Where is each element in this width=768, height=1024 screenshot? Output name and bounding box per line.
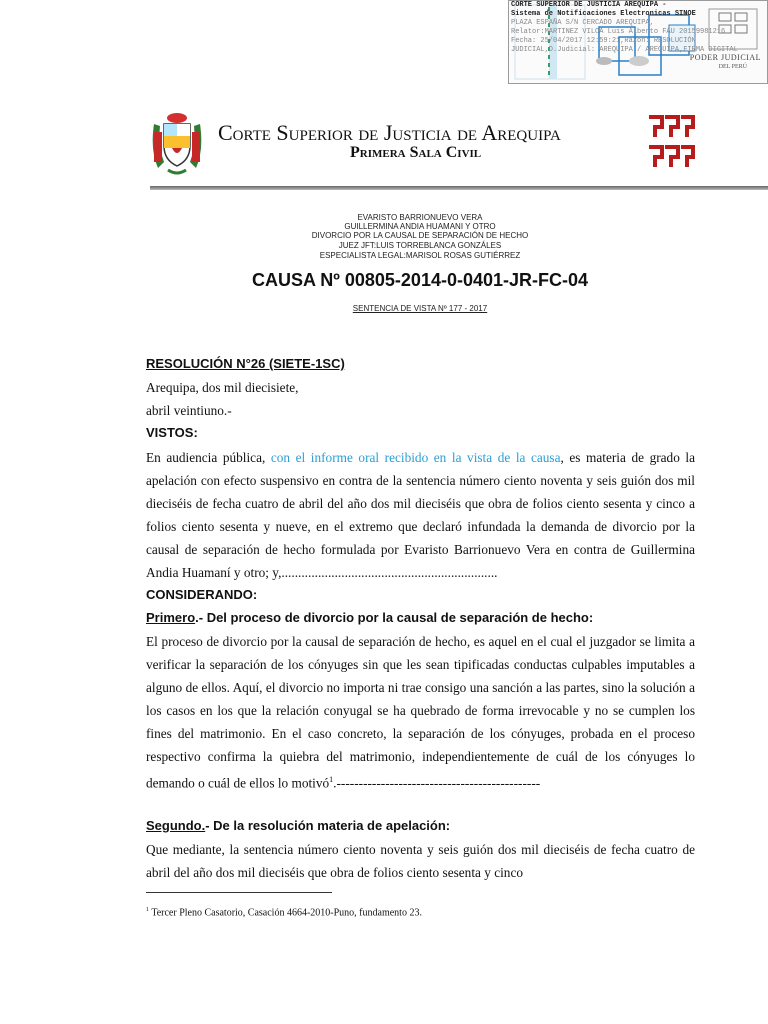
footnote-divider [146, 892, 332, 893]
stamp-line: Relator:MARTINEZ VILCA Luis Alberto FAU 20159981216 [511, 28, 726, 36]
segundo-heading [146, 818, 450, 833]
vistos-text-rest: , es materia de grado la apelación con efecto suspensivo en contra de la sentencia número ciento noventa y seis guión dos mil dieciséis de fecha cuatro de abril del año dos mil dieciséis que obra de folios ciento sesenta y cinco a folios ciento sesenta y nueve, en el extremo que declaró infundada la demanda de divorcio por la causal de separación de hecho formulada por Evaristo Barrionuevo Vera en contra de Guillermina Andia Huamaní y otro; y,................................................................. [146, 450, 695, 580]
primero-text: El proceso de divorcio por la causal de separación de hecho, es aquel en el cual el juzgador se limita a verificar la separación de los cónyuges sin que les sean tipificadas conductas culpables imputables a alguno de ellos. Aquí, el divorcio no importa ni trae consigo una sanción a las partes, sino la solución a los casos en los que la relación conyugal se ha quebrado de forma irrevocable y no se cumplen los fines del matrimonio. En el caso concreto, la separación de los cónyuges, probada en el proceso respectivo confirma la quiebra del matrimonio, independientemente de cuál de los cónyuges lo demando o cuál de ellos lo motivó [146, 634, 695, 791]
poder-judicial-logo-icon [646, 114, 696, 172]
stamp-line: Sistema de Notificaciones Electronicas SINOE [511, 10, 696, 18]
considerando-heading: CONSIDERANDO: [146, 587, 258, 602]
header-divider [150, 186, 768, 190]
court-title: Corte Superior de Justicia de Arequipa [218, 120, 561, 145]
case-number: CAUSA Nº 00805-2014-0-0401-JR-FC-04 [251, 270, 589, 290]
footnote-text: Tercer Pleno Casatorio, Casación 4664-2010-Puno, fundamento 23. [149, 907, 422, 919]
party-line: GUILLERMINA ANDIA HUAMANI Y OTRO [344, 222, 496, 231]
vistos-heading: VISTOS: [146, 425, 198, 440]
peru-coat-of-arms-icon [148, 110, 206, 176]
footnote-number: 1 [146, 907, 149, 913]
place-line: Arequipa, dos mil diecisiete, [146, 380, 299, 395]
court-subtitle: Primera Sala Civil [350, 144, 482, 161]
party-line: EVARISTO BARRIONUEVO VERA [357, 213, 483, 222]
date-line: abril veintiuno.- [146, 403, 232, 418]
primero-title: .- Del proceso de divorcio por la causal de separación de hecho: [195, 610, 594, 625]
primero-tail: .---------------------------------------------- [333, 775, 541, 791]
stamp-line: JUDICIAL,D.Judicial: AREQUIPA / AREQUIPA,FIRMA DIGITAL [511, 46, 738, 54]
vistos-paragraph [146, 446, 695, 584]
stamp-line: PLAZA ESPAÑA S/N CERCADO AREQUIPA, [511, 19, 654, 27]
segundo-label: Segundo. [146, 818, 206, 833]
vistos-text-start: En audiencia pública, [146, 450, 271, 465]
party-line: JUEZ JFT:LUIS TORREBLANCA GONZÁLES [338, 241, 502, 250]
footnote [146, 907, 422, 918]
stamp-brand-sub: DEL PERÚ [718, 64, 747, 70]
stamp-line: CORTE SUPERIOR DE JUSTICIA AREQUIPA - [511, 1, 667, 9]
primero-label: Primero [146, 610, 196, 625]
sentence-number: SENTENCIA DE VISTA Nº 177 - 2017 [352, 304, 488, 313]
segundo-title: - De la resolución materia de apelación: [205, 818, 451, 833]
segundo-paragraph: Que mediante, la sentencia número ciento noventa y seis guión dos mil dieciséis de fecha cuatro de abril del año dos mil dieciséis que obra de folios ciento sesenta y cinco [146, 842, 695, 880]
footnote-ref[interactable]: 1 [329, 775, 334, 784]
party-line: ESPECIALISTA LEGAL:MARISOL ROSAS GUTIÉRREZ [319, 251, 521, 260]
primero-paragraph [146, 630, 695, 794]
party-line: DIVORCIO POR LA CAUSAL DE SEPARACIÓN DE HECHO [311, 231, 529, 240]
stamp-brand: PODER JUDICIAL [689, 53, 761, 62]
resolution-heading: RESOLUCIÓN N°26 (SIETE-1SC) [146, 356, 345, 371]
stamp-line: Fecha: 25/04/2017 12:59:21,Razón: RESOLUCIÓN [511, 37, 696, 45]
digital-signature-stamp [508, 0, 768, 84]
primero-heading [146, 610, 593, 625]
oral-report-link[interactable]: con el informe oral recibido en la vista de la causa [270, 450, 561, 465]
